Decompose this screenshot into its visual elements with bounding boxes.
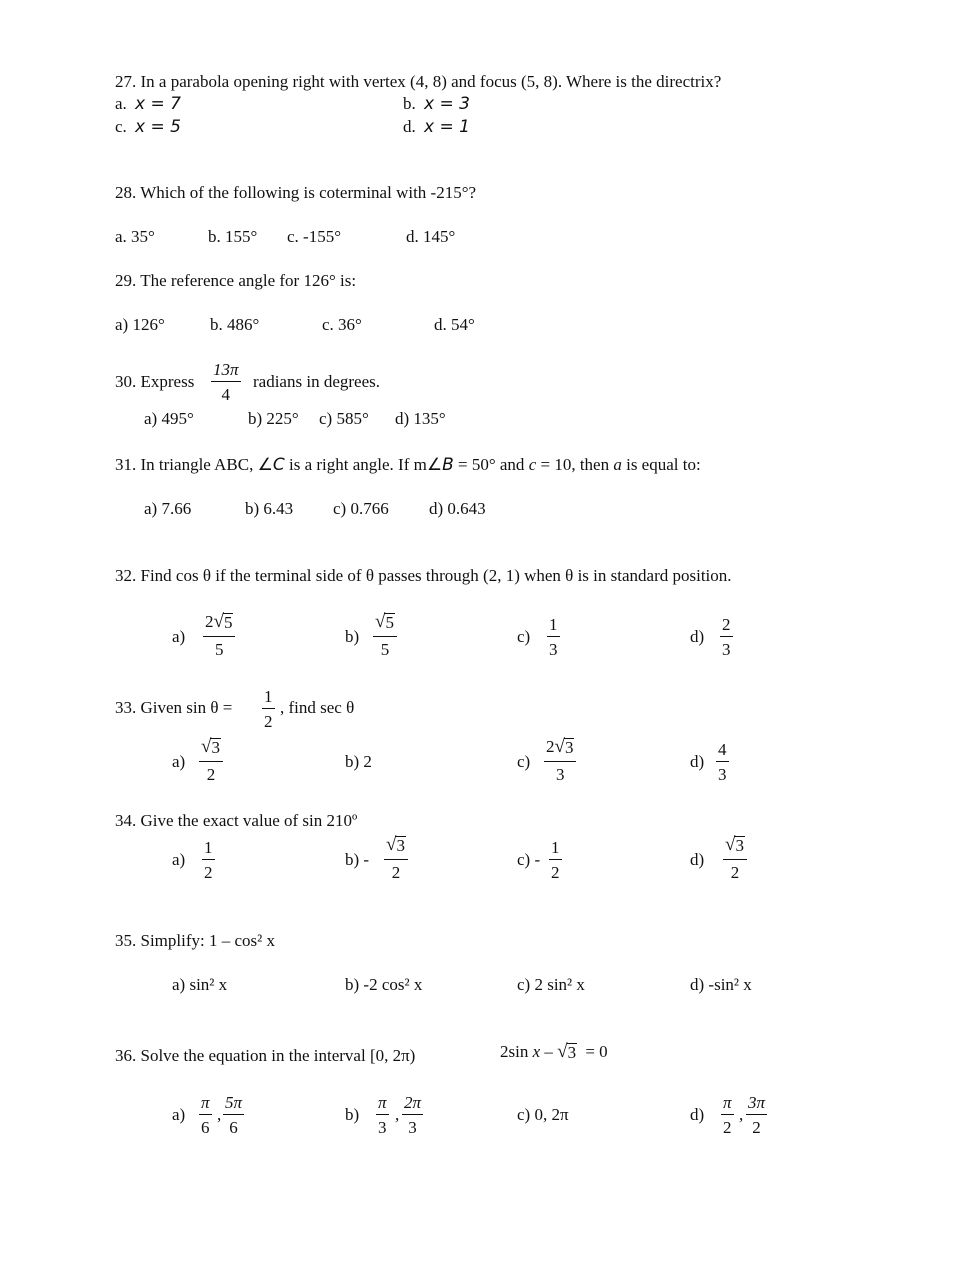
q30-choice-d: d) 135° — [395, 409, 446, 428]
q36-a-fraction-1 — [199, 1094, 212, 1136]
q34-b-sqrt — [386, 836, 406, 856]
q36-b2-numerator: 2π — [402, 1094, 423, 1115]
q33-c-coef: 2 — [546, 737, 555, 756]
q32-b-denominator: 5 — [380, 639, 390, 659]
sqrt-symbol-icon: √ — [213, 611, 224, 632]
q31-angle-c: ∠C — [257, 455, 285, 475]
q34-a-fraction — [202, 839, 215, 881]
q36-stem: 36. Solve the equation in the interval [0, 2π) — [115, 1046, 416, 1065]
sqrt-symbol-icon: √ — [725, 834, 736, 855]
q33-c-label: c) — [517, 752, 531, 771]
q36-equation — [500, 1043, 608, 1063]
q36-d-comma: , — [739, 1105, 744, 1124]
q31-choice-d: d) 0.643 — [429, 499, 486, 518]
q32-a-fraction — [203, 613, 235, 658]
q33-c-radicand: 3 — [564, 738, 574, 757]
q29-choice-c: c. 36° — [322, 315, 362, 334]
q31-stem-part4: = 10, then — [540, 455, 610, 474]
q33-c-denominator: 3 — [555, 764, 565, 784]
q28-choice-c: c. -155° — [287, 227, 342, 246]
q34-c-fraction — [549, 839, 562, 881]
q34-c-label: c) - — [517, 850, 541, 869]
q31-stem-part2: is a right angle. If m — [288, 455, 427, 474]
q33-c-numerator — [544, 738, 576, 762]
q33-a-sqrt — [201, 738, 221, 758]
q28-choice-b: b. 155° — [208, 227, 258, 246]
q36-d2-numerator: 3π — [746, 1094, 767, 1115]
q36-b-fraction-2 — [402, 1094, 423, 1136]
q32-d-label: d) — [690, 627, 705, 646]
q33-c-fraction — [544, 738, 576, 783]
q32-b-sqrt — [375, 613, 395, 633]
q27-b-value: x = 3 — [424, 94, 470, 114]
q30-fraction — [211, 361, 241, 403]
q34-b-label: b) - — [345, 850, 370, 869]
q33-d-denominator: 3 — [718, 765, 727, 784]
q36-b-comma: , — [395, 1105, 400, 1124]
sqrt-symbol-icon: √ — [554, 736, 565, 757]
q34-a-label: a) — [172, 850, 186, 869]
q32-a-coef: 2 — [205, 612, 214, 631]
q32-b-fraction — [373, 613, 397, 658]
q31-angle-b: ∠B — [426, 455, 454, 475]
q27-d-label: d. — [403, 117, 416, 136]
q33-choice-b: b) 2 — [345, 752, 372, 771]
q36-choice-c: c) 0, 2π — [517, 1105, 569, 1124]
q27-a-value: x = 7 — [135, 94, 181, 114]
q36-eq-sqrt — [557, 1043, 577, 1063]
q36-b-fraction-1 — [376, 1094, 389, 1136]
q34-stem: 34. Give the exact value of sin 210º — [115, 811, 358, 830]
q32-d-denominator: 3 — [722, 640, 731, 659]
q33-c-sqrt — [555, 738, 575, 758]
q36-a-comma: , — [217, 1105, 222, 1124]
q31-stem-part1: 31. In triangle ABC, — [115, 455, 254, 474]
q27-choice-b — [403, 95, 470, 113]
q29-choice-b: b. 486° — [210, 315, 260, 334]
q27-c-label: c. — [115, 117, 127, 136]
q31-var-c: c — [528, 455, 537, 474]
q33-a-denominator: 2 — [206, 764, 216, 784]
q36-d-label: d) — [690, 1105, 705, 1124]
q33-stem-suffix: , find sec θ — [280, 698, 355, 717]
q27-choice-c — [115, 118, 181, 136]
q30-choice-c: c) 585° — [319, 409, 369, 428]
q36-eq-x: x — [532, 1042, 541, 1061]
q27-choice-a — [115, 95, 181, 113]
q32-b-numerator — [373, 613, 397, 637]
q34-b-denominator: 2 — [391, 862, 401, 882]
q33-fraction — [262, 688, 275, 730]
q32-b-radicand: 5 — [385, 613, 394, 632]
q32-c-label: c) — [517, 627, 531, 646]
q36-a1-numerator: π — [199, 1094, 212, 1115]
q34-c-numerator: 1 — [549, 839, 562, 860]
q32-a-sqrt — [214, 613, 234, 633]
q35-choice-d: d) -sin² x — [690, 975, 752, 994]
q36-eq-minus: – — [544, 1042, 553, 1061]
q36-b1-denominator: 3 — [378, 1118, 387, 1137]
q33-d-fraction — [716, 741, 729, 783]
q36-a-fraction-2 — [223, 1094, 244, 1136]
q32-a-radicand: 5 — [223, 613, 233, 632]
q34-d-label: d) — [690, 850, 705, 869]
q36-d-fraction-2 — [746, 1094, 767, 1136]
q27-a-label: a. — [115, 94, 127, 113]
q28-choice-a: a. 35° — [115, 227, 155, 246]
q28-stem: 28. Which of the following is coterminal with -215°? — [115, 183, 477, 202]
q36-eq-tail: = 0 — [585, 1042, 608, 1061]
q32-a-denominator: 5 — [214, 639, 224, 659]
q35-choice-c: c) 2 sin² x — [517, 975, 585, 994]
q34-b-fraction — [384, 836, 408, 881]
q32-c-numerator: 1 — [547, 616, 560, 637]
q36-b-label: b) — [345, 1105, 360, 1124]
q29-choice-d: d. 54° — [434, 315, 475, 334]
q36-d2-denominator: 2 — [752, 1118, 761, 1137]
q36-d-fraction-1 — [721, 1094, 734, 1136]
q28-choice-d: d. 145° — [406, 227, 456, 246]
sqrt-symbol-icon: √ — [375, 611, 386, 632]
sqrt-symbol-icon: √ — [386, 834, 397, 855]
q31-stem-part3: = 50° and — [458, 455, 525, 474]
q32-c-denominator: 3 — [549, 640, 558, 659]
q36-d1-numerator: π — [721, 1094, 734, 1115]
q30-stem-prefix: 30. Express — [115, 372, 195, 391]
q29-choice-a: a) 126° — [115, 315, 165, 334]
q31-stem-part5: is equal to: — [626, 455, 701, 474]
q36-a1-denominator: 6 — [201, 1118, 210, 1137]
q36-eq-sin: sin — [508, 1042, 529, 1061]
q34-b-numerator — [384, 836, 408, 860]
sqrt-symbol-icon: √ — [557, 1041, 568, 1062]
q33-a-radicand: 3 — [211, 738, 220, 757]
q30-choice-b: b) 225° — [248, 409, 299, 428]
q34-a-denominator: 2 — [204, 863, 213, 882]
q34-d-numerator — [723, 836, 747, 860]
q31-stem — [115, 456, 701, 474]
q36-eq-radicand: 3 — [567, 1043, 577, 1062]
q27-b-label: b. — [403, 94, 416, 113]
q33-a-label: a) — [172, 752, 186, 771]
q33-fraction-numerator: 1 — [262, 688, 275, 709]
q34-b-radicand: 3 — [396, 836, 405, 855]
q30-stem-suffix: radians in degrees. — [253, 372, 380, 391]
q32-d-fraction — [720, 616, 733, 658]
q27-d-value: x = 1 — [424, 117, 470, 137]
q36-a2-numerator: 5π — [223, 1094, 244, 1115]
q36-d1-denominator: 2 — [723, 1118, 732, 1137]
q31-choice-a: a) 7.66 — [144, 499, 192, 518]
q33-stem-prefix: 33. Given sin θ = — [115, 698, 233, 717]
q34-d-radicand: 3 — [735, 836, 744, 855]
q33-a-numerator — [199, 738, 223, 762]
q34-c-denominator: 2 — [551, 863, 560, 882]
q36-eq-coef: 2 — [500, 1042, 509, 1061]
q27-c-value: x = 5 — [135, 117, 181, 137]
q32-a-label: a) — [172, 627, 186, 646]
q34-d-fraction — [723, 836, 747, 881]
sqrt-symbol-icon: √ — [201, 736, 212, 757]
q33-a-fraction — [199, 738, 223, 783]
q31-var-a: a — [613, 455, 622, 474]
q30-fraction-denominator: 4 — [221, 385, 231, 404]
q36-b2-denominator: 3 — [408, 1118, 417, 1137]
q32-b-label: b) — [345, 627, 360, 646]
q36-b1-numerator: π — [376, 1094, 389, 1115]
q27-choice-d — [403, 118, 470, 136]
q33-d-label: d) — [690, 752, 705, 771]
q35-stem: 35. Simplify: 1 – cos² x — [115, 931, 275, 950]
q35-choice-a: a) sin² x — [172, 975, 228, 994]
q31-choice-b: b) 6.43 — [245, 499, 294, 518]
q34-d-sqrt — [725, 836, 745, 856]
q30-choice-a: a) 495° — [144, 409, 194, 428]
q27-stem: 27. In a parabola opening right with vertex (4, 8) and focus (5, 8). Where is the directrix? — [115, 72, 722, 91]
q32-d-numerator: 2 — [720, 616, 733, 637]
q32-c-fraction — [547, 616, 560, 658]
q34-a-numerator: 1 — [202, 839, 215, 860]
q36-a-label: a) — [172, 1105, 186, 1124]
q35-choice-b: b) -2 cos² x — [345, 975, 423, 994]
q33-d-numerator: 4 — [716, 741, 729, 762]
q30-fraction-numerator: 13π — [211, 361, 241, 382]
q32-stem: 32. Find cos θ if the terminal side of θ passes through (2, 1) when θ is in standard position. — [115, 566, 732, 585]
q29-stem: 29. The reference angle for 126° is: — [115, 271, 357, 290]
q33-fraction-denominator: 2 — [264, 712, 273, 731]
q32-a-numerator — [203, 613, 235, 637]
q36-a2-denominator: 6 — [229, 1118, 238, 1137]
q31-choice-c: c) 0.766 — [333, 499, 389, 518]
q34-d-denominator: 2 — [730, 862, 740, 882]
